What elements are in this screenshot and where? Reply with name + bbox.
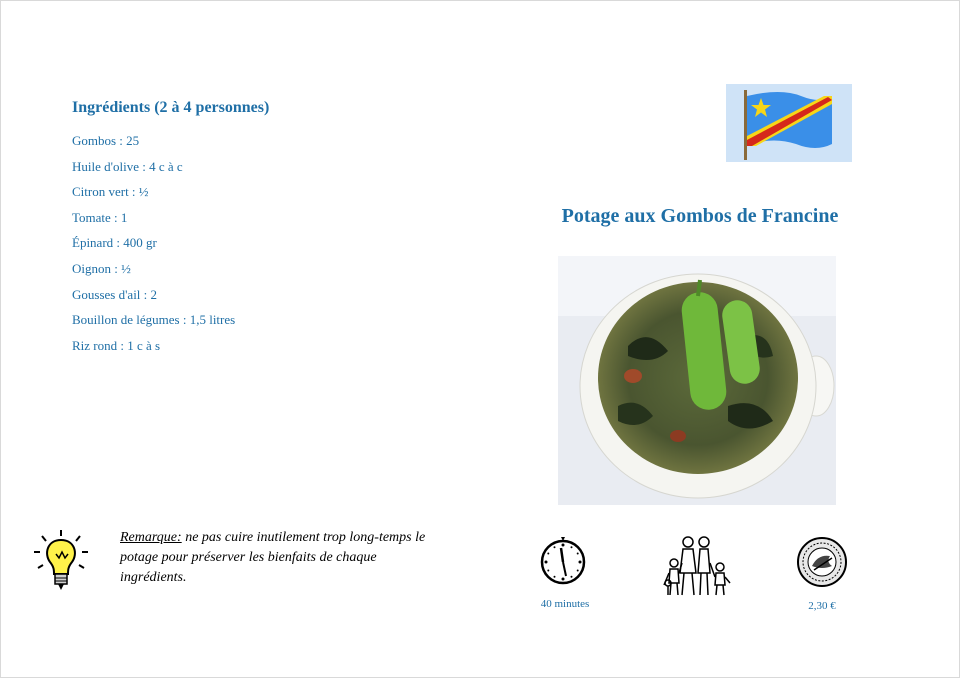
clock-icon <box>539 536 587 586</box>
ingredient-item: Gombos : 25 <box>72 133 140 148</box>
ingredient-item: Gousses d'ail : 2 <box>72 286 158 302</box>
ingredient-item: Oignon : ½ <box>72 260 131 276</box>
soup-photo <box>558 256 836 505</box>
price-label: 2,30 € <box>808 600 836 612</box>
dr-congo-flag <box>726 84 852 162</box>
ingredients-title: Ingrédients (2 à 4 personnes) <box>72 99 270 116</box>
ingredient-item: Épinard : 400 gr <box>72 235 157 251</box>
remark-text <box>120 528 440 588</box>
ingredient-item: Riz rond : 1 c à s <box>72 337 161 353</box>
ingredient-item: Huile d'olive : 4 c à c <box>72 158 183 174</box>
ingredient-item: Citron vert : ½ <box>72 184 149 200</box>
time-label: 40 minutes <box>540 598 590 610</box>
recipe-title: Potage aux Gombos de Francine <box>561 205 839 227</box>
remark-body: ne pas cuire inutilement trop long-temps le potage pour préserver les bienfaits de chaque ingrédients. <box>120 530 426 585</box>
lightbulb-icon <box>32 528 90 592</box>
ingredient-item: Tomate : 1 <box>72 209 128 225</box>
ingredients-list <box>72 133 235 363</box>
coin-icon <box>796 536 848 588</box>
remark-label: Remarque: <box>120 530 182 545</box>
ingredient-item: Bouillon de légumes : 1,5 litres <box>72 312 236 328</box>
family-icon <box>660 533 732 599</box>
